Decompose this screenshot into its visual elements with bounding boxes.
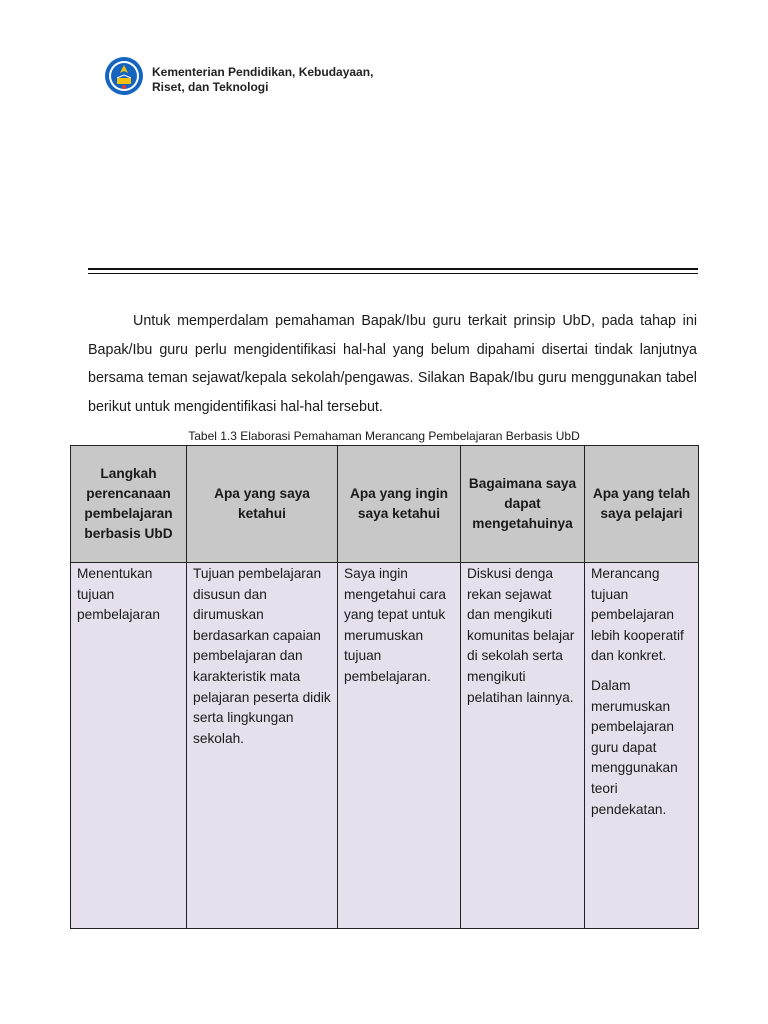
ministry-name [152, 65, 373, 95]
cell-ingin-ketahui: Saya ingin mengetahui cara yang tepat untuk merumuskan tujuan pembelajaran. [338, 563, 461, 929]
table-row [71, 563, 699, 929]
header-apa-yang-ingin-saya-ketahui: Apa yang ingin saya ketahui [338, 446, 461, 563]
header-apa-yang-telah-saya-pelajari: Apa yang telah saya pelajari [585, 446, 699, 563]
ministry-name-line2: Riset, dan Teknologi [152, 80, 269, 94]
header-apa-yang-saya-ketahui: Apa yang saya ketahui [187, 446, 338, 563]
cell-telah-pelajari-p2: Dalam merumuskan pembelajaran guru dapat menggunakan teori pendekatan. [591, 677, 678, 817]
cell-telah-pelajari-p1: Merancang tujuan pembelajaran lebih kooperatif dan konkret. [591, 566, 684, 664]
intro-paragraph: Untuk memperdalam pemahaman Bapak/Ibu guru terkait prinsip UbD, pada tahap ini Bapak/Ibu guru perlu mengidentifikasi hal-hal yang belum dipahami disertai tindak lanjutnya bersama teman sejawat/kepala sekolah/pengawas. Silakan Bapak/Ibu guru menggunakan tabel berikut untuk mengidentifikasi hal-hal tersebut. [88, 313, 697, 415]
cell-saya-ketahui: Tujuan pembelajaran disusun dan dirumuskan berdasarkan capaian pembelajaran dan karakteristik mata pelajaran peserta didik serta lingkungan sekolah. [187, 563, 338, 929]
table-caption: Tabel 1.3 Elaborasi Pemahaman Merancang Pembelajaran Berbasis UbD [188, 429, 580, 443]
table-header-row [71, 446, 699, 563]
cell-bagaimana: Diskusi denga rekan sejawat dan mengikuti komunitas belajar di sekolah serta mengikuti pelatihan lainnya. [461, 563, 585, 929]
ministry-name-line1: Kementerian Pendidikan, Kebudayaan, [152, 65, 374, 79]
ubd-elaboration-table [70, 445, 699, 929]
header-bagaimana: Bagaimana saya dapat mengetahuinya [461, 446, 585, 563]
cell-telah-pelajari [585, 563, 699, 929]
header-langkah: Langkah perencanaan pembelajaran berbasis UbD [71, 446, 187, 563]
header-divider-thick [88, 268, 698, 270]
tut-wuri-handayani-emblem-icon [104, 56, 144, 96]
cell-langkah: Menentukan tujuan pembelajaran [71, 563, 187, 929]
header-divider-thin [88, 273, 698, 274]
